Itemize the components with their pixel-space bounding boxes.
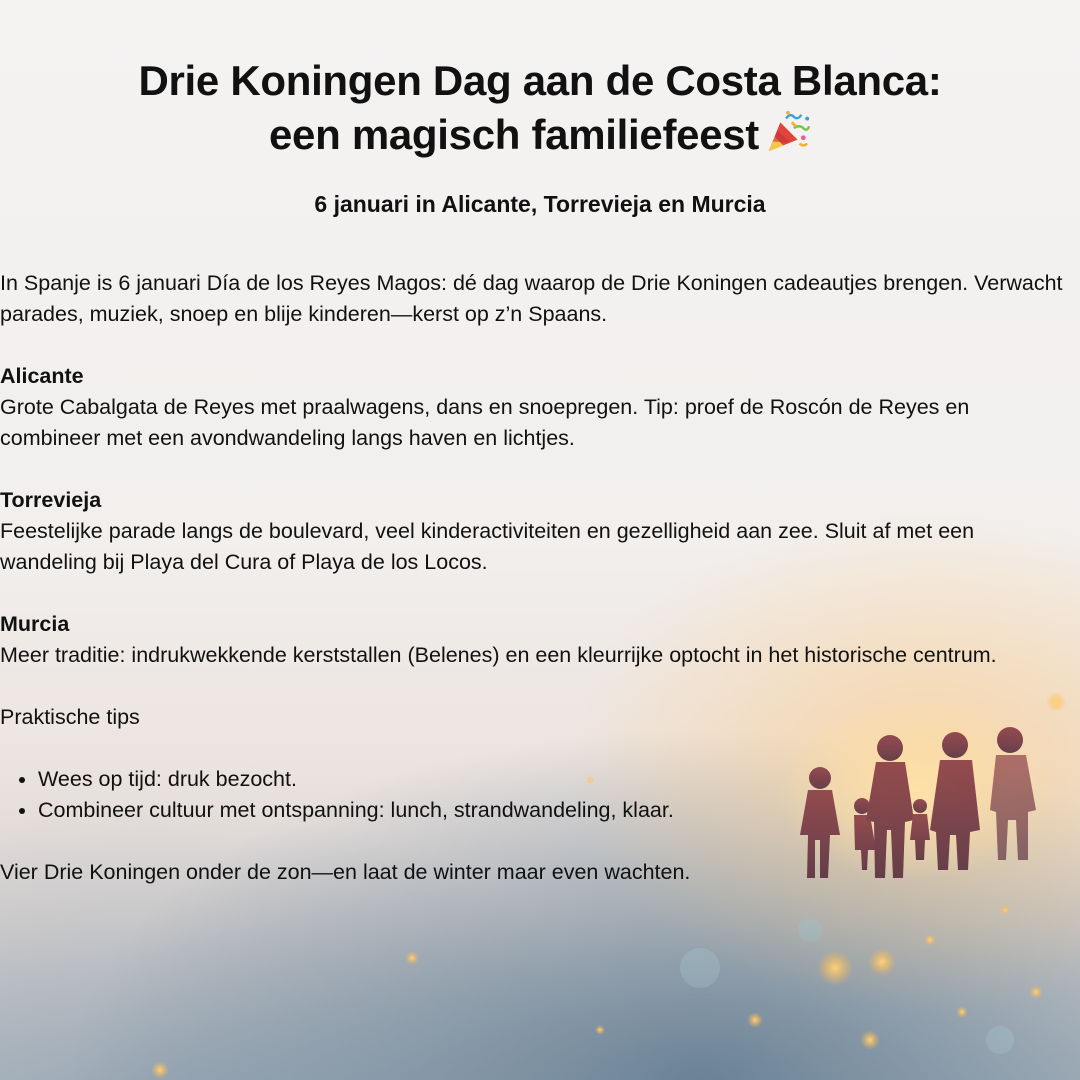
section-alicante — [0, 361, 1070, 454]
list-item: • Combineer cultuur met ontspanning: lunch, strandwandeling, klaar. — [38, 795, 1070, 826]
subtitle: 6 januari in Alicante, Torrevieja en Murcia — [314, 191, 766, 217]
title-line-2-text: een magisch familiefeest — [268, 111, 759, 158]
section-heading: Alicante — [0, 364, 84, 388]
section-text: Feestelijke parade langs de boulevard, veel kinderactiviteiten en gezelligheid aan zee. Sluit af met een wandeling bij Playa del Cura of Playa de los Locos. — [0, 519, 975, 574]
list-item: • Wees op tijd: druk bezocht. — [38, 764, 1070, 795]
section-heading: Torrevieja — [0, 488, 102, 512]
section-text: Grote Cabalgata de Reyes met praalwagens, dans en snoepregen. Tip: proef de Roscón de Reyes en combineer met een avondwandeling langs haven en lichtjes. — [0, 395, 970, 450]
title-line-1: Drie Koningen Dag aan de Costa Blanca: — [138, 57, 942, 104]
party-popper-icon — [765, 109, 811, 155]
section-text: Meer traditie: indrukwekkende kerststallen (Belenes) en een kleurrijke optocht in het historische centrum. — [0, 643, 997, 667]
closing-line: Vier Drie Koningen onder de zon—en laat de winter maar even wachten. — [0, 860, 691, 884]
tips-list — [0, 764, 1070, 826]
section-murcia — [0, 609, 1070, 671]
page-title — [0, 54, 1080, 162]
section-heading: Murcia — [0, 612, 70, 636]
section-torrevieja — [0, 485, 1070, 578]
title-line-2 — [0, 108, 1080, 162]
article-body — [0, 268, 1070, 919]
intro-paragraph: In Spanje is 6 januari Día de los Reyes Magos: dé dag waarop de Drie Koningen cadeautjes brengen. Verwacht parades, muziek, snoep en blije kinderen—kerst op z’n Spaans. — [0, 271, 1063, 326]
tips-heading: Praktische tips — [0, 705, 140, 729]
